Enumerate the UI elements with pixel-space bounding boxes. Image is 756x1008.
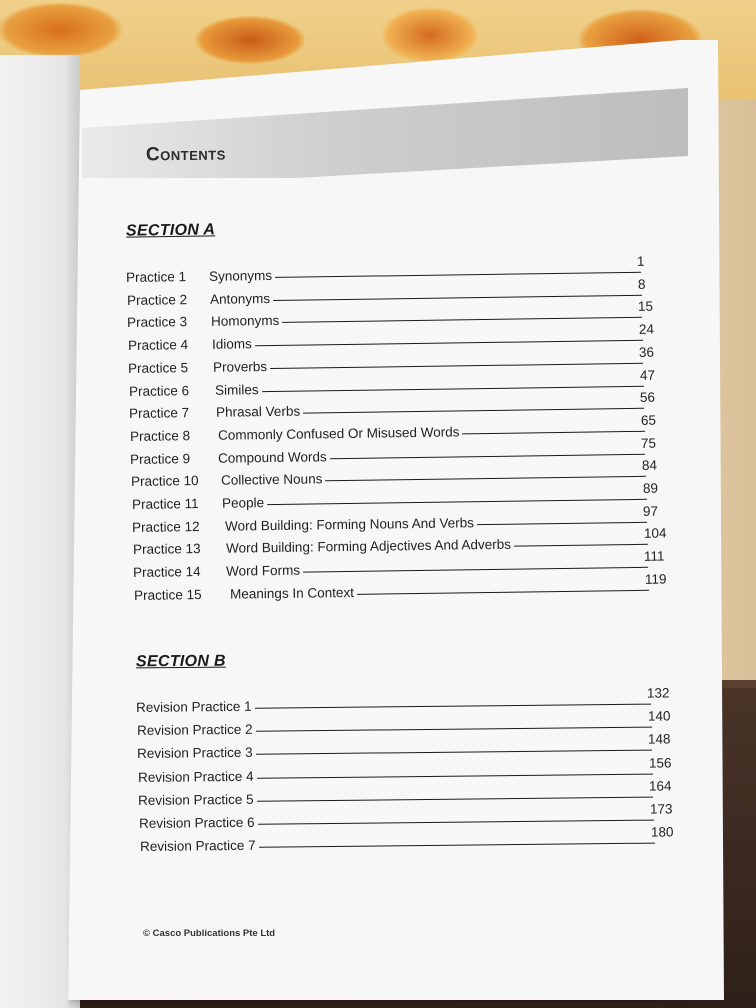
page-number: 15 (637, 299, 654, 315)
revision-label: Revision Practice 2 (136, 721, 253, 739)
practice-title: People (221, 495, 264, 511)
practice-title: Synonyms (208, 267, 273, 284)
practice-title: Homonyms (211, 313, 280, 330)
leader-line (256, 750, 652, 756)
page-number: 104 (643, 525, 667, 542)
leader-line (256, 727, 652, 733)
leader-line (257, 796, 653, 802)
practice-title: Antonyms (209, 290, 270, 307)
practice-title: Compound Words (218, 448, 328, 466)
page-number: 140 (647, 708, 671, 724)
practice-number: Practice 12 (132, 518, 200, 535)
left-page-edge (0, 55, 80, 1008)
page-title: Contents (145, 143, 226, 166)
revision-label: Revision Practice 1 (136, 698, 252, 715)
practice-number: Practice 6 (128, 382, 189, 399)
leader-line (303, 408, 644, 414)
practice-title: Idioms (211, 336, 252, 352)
leader-line (255, 704, 651, 710)
section-b-heading: SECTION B (135, 652, 226, 671)
page-number: 1 (636, 253, 645, 269)
leader-line (282, 317, 642, 323)
practice-title: Meanings In Context (229, 584, 354, 602)
footer (143, 928, 275, 939)
page-number: 164 (649, 778, 672, 794)
publisher-name: Casco Publications Pte Ltd (152, 928, 276, 939)
leader-line (273, 294, 642, 301)
revision-label: Revision Practice 6 (139, 814, 255, 831)
practice-title: Commonly Confused Or Misused Words (217, 424, 460, 443)
practice-number: Practice 5 (128, 359, 189, 376)
page-number: 97 (642, 503, 659, 519)
page-number: 173 (649, 801, 673, 817)
leader-line (267, 499, 647, 506)
leader-line (270, 363, 643, 370)
leader-line (357, 590, 649, 595)
practice-number: Practice 11 (131, 496, 199, 512)
leader-line (275, 272, 641, 279)
page-number: 24 (638, 321, 654, 337)
practice-number: Practice 9 (130, 450, 191, 467)
copyright-icon: © (143, 928, 150, 939)
leader-line (462, 431, 645, 435)
page-number: 65 (640, 412, 656, 428)
practice-title: Word Building: Forming Nouns And Verbs (225, 514, 475, 534)
leader-line (258, 820, 654, 826)
practice-number: Practice 13 (132, 541, 201, 558)
page-number: 84 (641, 457, 658, 474)
practice-number: Practice 4 (127, 337, 188, 354)
practice-number: Practice 3 (127, 314, 188, 331)
revision-label: Revision Practice 4 (137, 768, 254, 785)
page-number: 111 (643, 548, 665, 564)
page-number: 8 (637, 276, 646, 292)
revision-label: Revision Practice 3 (137, 745, 253, 762)
page-number: 89 (642, 480, 658, 496)
page-number: 180 (650, 824, 674, 840)
revision-label: Revision Practice 5 (138, 791, 255, 808)
practice-number: Practice 10 (130, 473, 199, 490)
practice-number: Practice 2 (126, 291, 187, 308)
leader-line (514, 544, 648, 547)
page-number: 36 (639, 344, 655, 360)
practice-title: Word Forms (226, 562, 301, 579)
page-number: 47 (639, 367, 655, 383)
leader-line (330, 453, 645, 459)
practice-title: Collective Nouns (220, 471, 323, 489)
page-number: 132 (646, 685, 670, 701)
page-number: 56 (640, 389, 656, 406)
section-a-heading: SECTION A (125, 221, 216, 240)
practice-number: Practice 1 (126, 269, 187, 285)
practice-title: Proverbs (213, 358, 268, 375)
page-number: 75 (641, 435, 657, 451)
practice-number: Practice 8 (129, 428, 191, 444)
practice-title: Similes (214, 381, 259, 398)
leader-line (477, 521, 647, 525)
leader-line (325, 476, 646, 482)
leader-line (257, 773, 653, 779)
revision-label: Revision Practice 7 (139, 837, 256, 855)
practice-number: Practice 15 (133, 586, 202, 603)
leader-line (262, 385, 644, 392)
leader-line (303, 567, 648, 573)
practice-title: Word Building: Forming Adjectives And Adverbs (225, 537, 511, 557)
leader-line (255, 340, 643, 347)
practice-number: Practice 14 (133, 564, 201, 581)
page-number: 148 (648, 731, 671, 748)
page-number: 119 (644, 571, 667, 587)
leader-line (259, 843, 655, 849)
page-number: 156 (648, 755, 672, 771)
practice-number: Practice 7 (129, 405, 190, 422)
practice-title: Phrasal Verbs (216, 403, 301, 420)
